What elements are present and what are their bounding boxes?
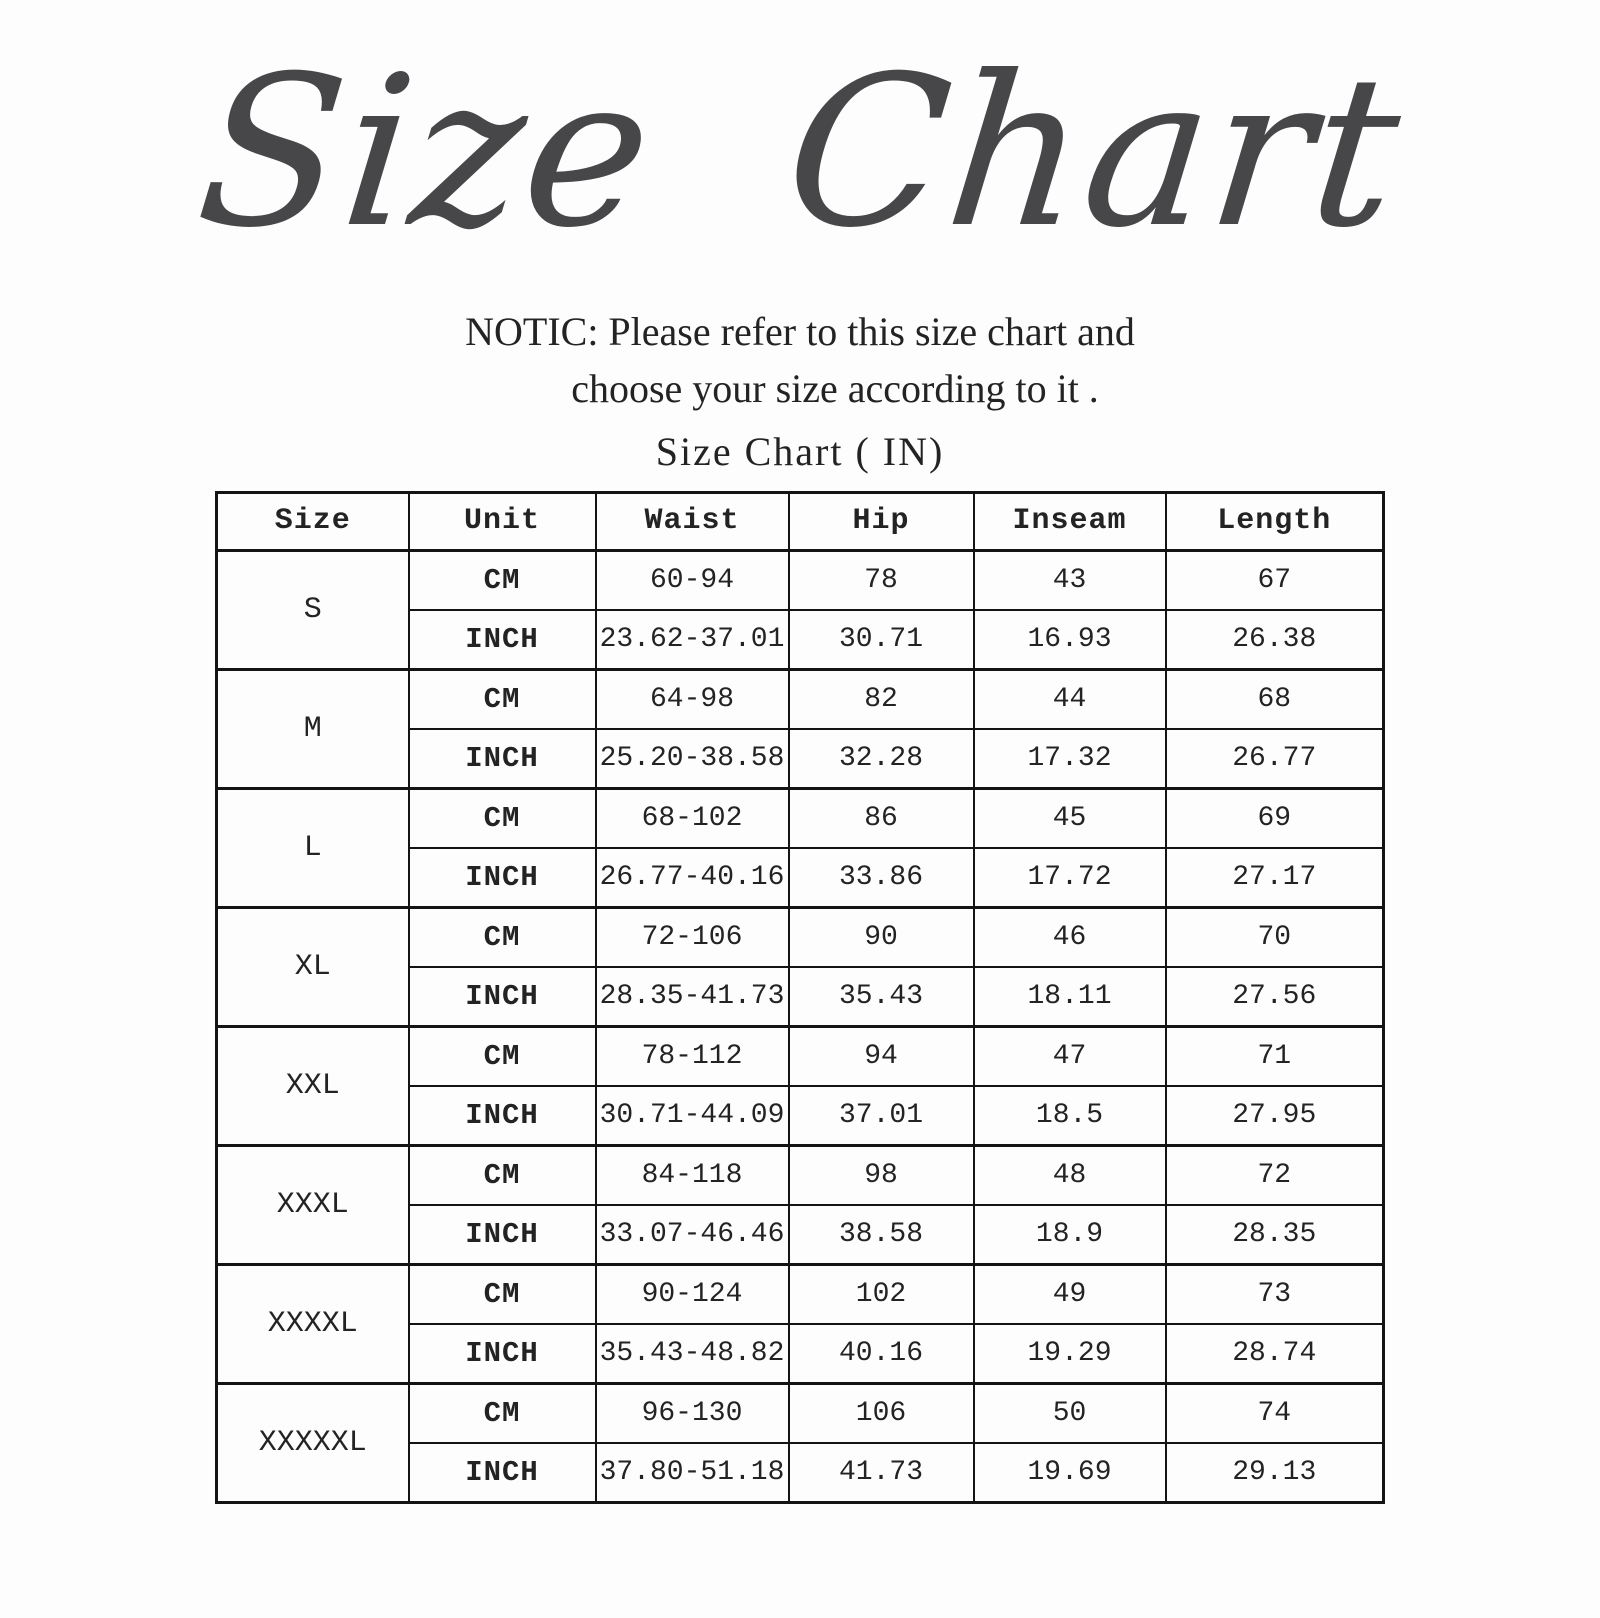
size-label: L — [217, 788, 409, 907]
column-header-unit: Unit — [409, 492, 596, 550]
inseam-value: 47 — [974, 1026, 1166, 1086]
table-subtitle: Size Chart ( IN) — [655, 428, 945, 474]
notice-line-1: NOTIC: Please refer to this size chart and — [465, 309, 1135, 355]
table-row — [217, 669, 1384, 729]
table-row — [217, 1145, 1384, 1205]
hip-value: 82 — [789, 669, 974, 729]
size-chart-table — [215, 491, 1385, 1504]
inseam-value: 18.5 — [974, 1086, 1166, 1146]
inseam-value: 17.32 — [974, 729, 1166, 789]
length-value: 29.13 — [1166, 1443, 1384, 1503]
waist-value: 26.77-40.16 — [596, 848, 789, 908]
unit-label: INCH — [409, 848, 596, 908]
size-label: S — [217, 550, 409, 669]
page-title: Size Chart — [188, 32, 1412, 274]
waist-value: 90-124 — [596, 1264, 789, 1324]
inseam-value: 18.9 — [974, 1205, 1166, 1265]
inseam-value: 16.93 — [974, 610, 1166, 670]
size-label: XXL — [217, 1026, 409, 1145]
size-label: M — [217, 669, 409, 788]
table-row — [217, 550, 1384, 610]
inseam-value: 44 — [974, 669, 1166, 729]
length-value: 71 — [1166, 1026, 1384, 1086]
column-header-waist: Waist — [596, 492, 789, 550]
column-header-size: Size — [217, 492, 409, 550]
size-label: XXXXXL — [217, 1383, 409, 1502]
hip-value: 37.01 — [789, 1086, 974, 1146]
size-label: XL — [217, 907, 409, 1026]
size-table-body — [217, 550, 1384, 1502]
table-header-row — [217, 492, 1384, 550]
waist-value: 30.71-44.09 — [596, 1086, 789, 1146]
waist-value: 96-130 — [596, 1383, 789, 1443]
length-value: 73 — [1166, 1264, 1384, 1324]
inseam-value: 45 — [974, 788, 1166, 848]
length-value: 70 — [1166, 907, 1384, 967]
hip-value: 94 — [789, 1026, 974, 1086]
unit-label: CM — [409, 550, 596, 610]
hip-value: 30.71 — [789, 610, 974, 670]
length-value: 74 — [1166, 1383, 1384, 1443]
waist-value: 33.07-46.46 — [596, 1205, 789, 1265]
column-header-inseam: Inseam — [974, 492, 1166, 550]
waist-value: 35.43-48.82 — [596, 1324, 789, 1384]
waist-value: 37.80-51.18 — [596, 1443, 789, 1503]
inseam-value: 46 — [974, 907, 1166, 967]
size-label: XXXXL — [217, 1264, 409, 1383]
hip-value: 78 — [789, 550, 974, 610]
hip-value: 102 — [789, 1264, 974, 1324]
hip-value: 40.16 — [789, 1324, 974, 1384]
table-row — [217, 907, 1384, 967]
hip-value: 33.86 — [789, 848, 974, 908]
column-header-length: Length — [1166, 492, 1384, 550]
length-value: 68 — [1166, 669, 1384, 729]
length-value: 28.35 — [1166, 1205, 1384, 1265]
column-header-hip: Hip — [789, 492, 974, 550]
waist-value: 68-102 — [596, 788, 789, 848]
inseam-value: 19.29 — [974, 1324, 1166, 1384]
waist-value: 23.62-37.01 — [596, 610, 789, 670]
length-value: 27.17 — [1166, 848, 1384, 908]
unit-label: CM — [409, 907, 596, 967]
unit-label: CM — [409, 788, 596, 848]
length-value: 72 — [1166, 1145, 1384, 1205]
length-value: 69 — [1166, 788, 1384, 848]
notice-text — [0, 304, 1600, 418]
unit-label: INCH — [409, 1443, 596, 1503]
unit-label: INCH — [409, 1205, 596, 1265]
length-value: 28.74 — [1166, 1324, 1384, 1384]
unit-label: CM — [409, 1383, 596, 1443]
waist-value: 72-106 — [596, 907, 789, 967]
unit-label: INCH — [409, 729, 596, 789]
unit-label: INCH — [409, 1086, 596, 1146]
size-label: XXXL — [217, 1145, 409, 1264]
length-value: 27.56 — [1166, 967, 1384, 1027]
length-value: 27.95 — [1166, 1086, 1384, 1146]
hip-value: 86 — [789, 788, 974, 848]
inseam-value: 48 — [974, 1145, 1166, 1205]
waist-value: 25.20-38.58 — [596, 729, 789, 789]
size-chart-page — [0, 18, 1600, 1618]
hip-value: 106 — [789, 1383, 974, 1443]
hip-value: 35.43 — [789, 967, 974, 1027]
waist-value: 28.35-41.73 — [596, 967, 789, 1027]
table-row — [217, 1383, 1384, 1443]
unit-label: INCH — [409, 967, 596, 1027]
table-row — [217, 1026, 1384, 1086]
notice-line-2: choose your size according to it . — [571, 366, 1099, 412]
table-row — [217, 1264, 1384, 1324]
hip-value: 98 — [789, 1145, 974, 1205]
waist-value: 64-98 — [596, 669, 789, 729]
length-value: 26.77 — [1166, 729, 1384, 789]
inseam-value: 43 — [974, 550, 1166, 610]
unit-label: CM — [409, 669, 596, 729]
unit-label: CM — [409, 1026, 596, 1086]
inseam-value: 49 — [974, 1264, 1166, 1324]
length-value: 26.38 — [1166, 610, 1384, 670]
waist-value: 84-118 — [596, 1145, 789, 1205]
unit-label: CM — [409, 1145, 596, 1205]
waist-value: 78-112 — [596, 1026, 789, 1086]
inseam-value: 18.11 — [974, 967, 1166, 1027]
unit-label: INCH — [409, 610, 596, 670]
unit-label: CM — [409, 1264, 596, 1324]
inseam-value: 19.69 — [974, 1443, 1166, 1503]
table-row — [217, 788, 1384, 848]
length-value: 67 — [1166, 550, 1384, 610]
hip-value: 38.58 — [789, 1205, 974, 1265]
hip-value: 90 — [789, 907, 974, 967]
inseam-value: 50 — [974, 1383, 1166, 1443]
waist-value: 60-94 — [596, 550, 789, 610]
unit-label: INCH — [409, 1324, 596, 1384]
hip-value: 32.28 — [789, 729, 974, 789]
hip-value: 41.73 — [789, 1443, 974, 1503]
inseam-value: 17.72 — [974, 848, 1166, 908]
